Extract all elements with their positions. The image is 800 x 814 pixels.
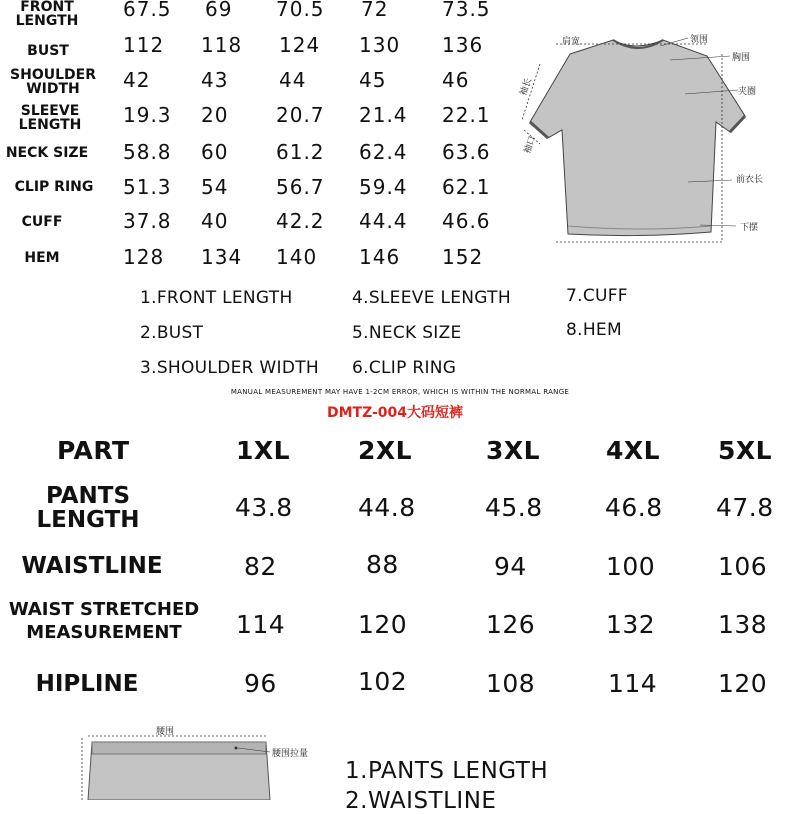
- cell: 40: [201, 209, 229, 233]
- row-label-front-length: FRONT LENGTH: [15, 0, 79, 29]
- cell: 140: [276, 245, 318, 269]
- row-label-waistline: WAISTLINE: [21, 553, 163, 579]
- cell: 126: [486, 610, 536, 639]
- row-label-sleeve-length: SLEEVE LENGTH: [18, 103, 82, 133]
- measurement-note: MANUAL MEASUREMENT MAY HAVE 1-2CM ERROR, WHICH IS WITHIN THE NORMAL RANGE: [230, 388, 570, 396]
- cell: 58.8: [123, 140, 172, 164]
- row-label-pants-length: PANTS LENGTH: [36, 483, 140, 533]
- cell: 61.2: [276, 140, 325, 164]
- cell: 106: [718, 552, 768, 581]
- legend-item: 3.SHOULDER WIDTH: [140, 358, 320, 378]
- cell: 20: [201, 103, 229, 127]
- cell: 70.5: [276, 0, 325, 21]
- cell: 21.4: [359, 103, 408, 127]
- cell: 69: [205, 0, 233, 21]
- cell: 96: [244, 669, 277, 698]
- row-label-clip-ring: CLIP RING: [14, 179, 94, 195]
- cell: 44.8: [358, 493, 416, 522]
- cell: 46.8: [605, 493, 663, 522]
- cell: 120: [718, 669, 768, 698]
- cell: 19.3: [123, 103, 172, 127]
- header-size: 2XL: [358, 436, 413, 465]
- label-hem-cn: 下摆: [740, 223, 759, 233]
- cell: 82: [244, 552, 277, 581]
- cell: 43: [201, 68, 229, 92]
- cell: 132: [606, 610, 656, 639]
- shorts-icon: [40, 724, 320, 800]
- cell: 94: [494, 552, 527, 581]
- cell: 124: [279, 33, 321, 57]
- label-shoulder-width-cn: 肩宽: [562, 37, 581, 47]
- legend-item: 2.WAISTLINE: [345, 788, 497, 814]
- row-label-shoulder-width: SHOULDER WIDTH: [10, 67, 96, 97]
- cell: 51.3: [123, 175, 172, 199]
- header-size: 5XL: [718, 436, 773, 465]
- cell: 152: [442, 245, 484, 269]
- cell: 44: [279, 68, 307, 92]
- cell: 102: [358, 667, 408, 696]
- header-size: 3XL: [486, 436, 541, 465]
- header-part: PART: [57, 436, 130, 465]
- cell: 128: [123, 245, 165, 269]
- cell: 67.5: [123, 0, 172, 21]
- row-label-hipline: HIPLINE: [35, 671, 139, 697]
- legend-item: 5.NECK SIZE: [352, 323, 462, 343]
- label-front-length-cn: 前衣长: [736, 175, 764, 185]
- cell: 42: [123, 68, 151, 92]
- cell: 114: [236, 610, 286, 639]
- row-label-bust: BUST: [27, 43, 69, 59]
- header-size: 1XL: [236, 436, 291, 465]
- label-cuff-cn: 袖口: [522, 134, 539, 156]
- cell: 56.7: [276, 175, 325, 199]
- label-waist-stretch-cn: 腰围拉量: [272, 749, 309, 759]
- cell: 73.5: [442, 0, 491, 21]
- legend-item: 7.CUFF: [566, 286, 628, 306]
- cell: 43.8: [235, 493, 293, 522]
- label-chest-cn: 胸围: [732, 53, 751, 63]
- cell: 60: [201, 140, 229, 164]
- legend-item: 1.PANTS LENGTH: [345, 758, 549, 784]
- cell: 146: [359, 245, 401, 269]
- cell: 62.4: [359, 140, 408, 164]
- legend-item: 2.BUST: [140, 323, 204, 343]
- row-label-waist-stretched: WAIST STRETCHED MEASUREMENT: [8, 599, 200, 643]
- tshirt-icon: [510, 20, 770, 260]
- cell: 114: [608, 669, 658, 698]
- cell: 20.7: [276, 103, 325, 127]
- cell: 138: [718, 610, 768, 639]
- label-waist-cn: 腰围: [156, 727, 175, 737]
- cell: 136: [442, 33, 484, 57]
- cell: 45.8: [485, 493, 543, 522]
- cell: 112: [123, 33, 165, 57]
- cell: 120: [358, 610, 408, 639]
- cell: 88: [366, 550, 399, 579]
- row-label-hem: HEM: [24, 250, 60, 266]
- row-label-cuff: CUFF: [21, 214, 63, 230]
- cell: 22.1: [442, 103, 491, 127]
- cell: 63.6: [442, 140, 491, 164]
- legend-item: 4.SLEEVE LENGTH: [352, 288, 511, 308]
- cell: 47.8: [716, 493, 774, 522]
- cell: 54: [201, 175, 229, 199]
- label-sleeve-length-cn: 袖长: [518, 76, 535, 98]
- cell: 45: [359, 68, 387, 92]
- cell: 130: [359, 33, 401, 57]
- cell: 72: [361, 0, 389, 21]
- tshirt-measurement-diagram: [510, 20, 770, 260]
- cell: 59.4: [359, 175, 408, 199]
- cell: 44.4: [359, 209, 408, 233]
- legend-item: 8.HEM: [566, 320, 622, 340]
- row-label-neck-size: NECK SIZE: [5, 145, 89, 161]
- header-size: 4XL: [606, 436, 661, 465]
- legend-item: 1.FRONT LENGTH: [140, 288, 293, 308]
- label-collar-cn: 领围: [690, 35, 709, 45]
- shorts-measurement-diagram: [40, 724, 320, 800]
- legend-item: 6.CLIP RING: [352, 358, 457, 378]
- cell: 42.2: [276, 209, 325, 233]
- cell: 100: [606, 552, 656, 581]
- cell: 108: [486, 669, 536, 698]
- cell: 62.1: [442, 175, 491, 199]
- cell: 46: [442, 68, 470, 92]
- label-armhole-cn: 夹圈: [738, 87, 757, 97]
- cell: 134: [201, 245, 243, 269]
- pants-section-title: DMTZ-004大码短裤: [326, 405, 464, 421]
- cell: 46.6: [442, 209, 491, 233]
- cell: 118: [201, 33, 243, 57]
- cell: 37.8: [123, 209, 172, 233]
